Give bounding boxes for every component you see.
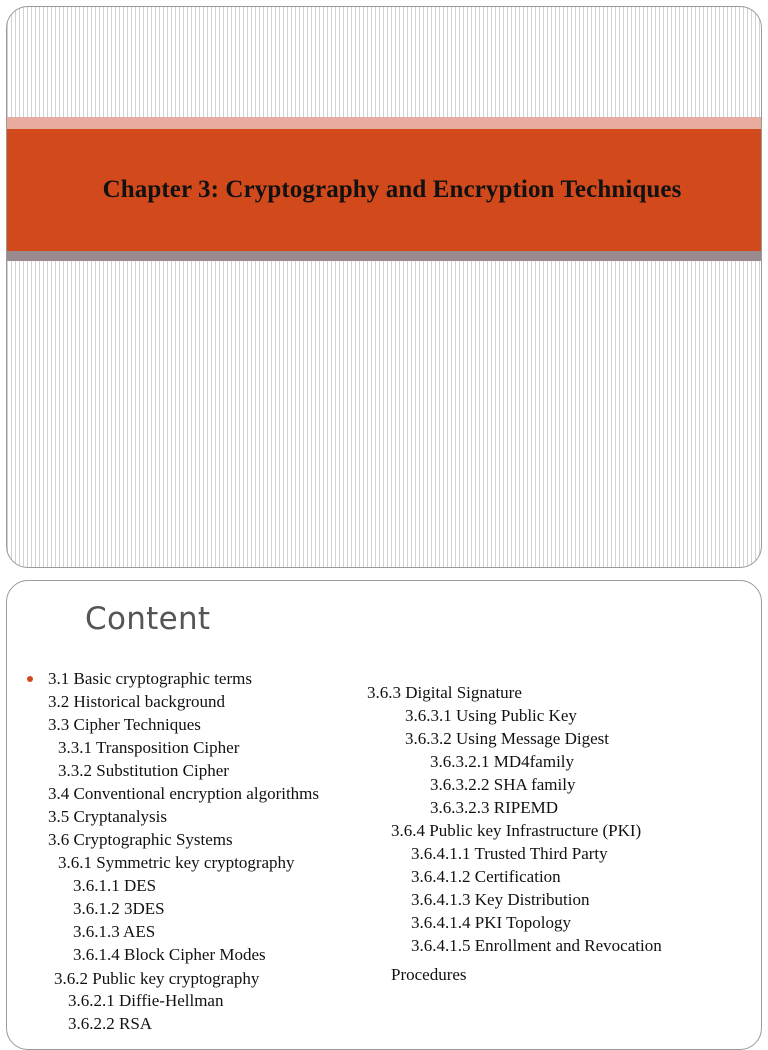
toc-item-3-5: 3.5 Cryptanalysis xyxy=(48,807,167,826)
content-heading: Content xyxy=(85,601,211,637)
title-band-bottom-accent xyxy=(7,251,761,261)
toc-item-3-6-1-2: 3.6.1.2 3DES xyxy=(73,899,165,918)
toc-item-3-6-3-2: 3.6.3.2 Using Message Digest xyxy=(405,729,609,748)
toc-item-3-2: 3.2 Historical background xyxy=(48,692,226,711)
toc-item-3-1: 3.1 Basic cryptographic terms xyxy=(48,669,252,688)
toc-item-3-6-2-1: 3.6.2.1 Diffie-Hellman xyxy=(68,991,224,1010)
toc-item-3-6-4-1-4: 3.6.4.1.4 PKI Topology xyxy=(411,913,572,932)
toc-item-3-6-4-1-1: 3.6.4.1.1 Trusted Third Party xyxy=(411,844,608,863)
toc-item-3-3-2: 3.3.2 Substitution Cipher xyxy=(58,761,229,780)
toc-item-3-6-4-1-3: 3.6.4.1.3 Key Distribution xyxy=(411,890,590,909)
toc-item-3-6-4: 3.6.4 Public key Infrastructure (PKI) xyxy=(391,821,642,840)
toc-item-3-6-1-1: 3.6.1.1 DES xyxy=(73,876,157,895)
toc-item-3-6-3-2-3: 3.6.3.2.3 RIPEMD xyxy=(430,798,558,817)
toc-item-3-6: 3.6 Cryptographic Systems xyxy=(48,830,233,849)
content-slide xyxy=(6,580,762,1050)
toc-item-3-6-4-1-5: 3.6.4.1.5 Enrollment and Revocation xyxy=(411,936,662,955)
toc-item-3-3-1: 3.3.1 Transposition Cipher xyxy=(58,738,240,757)
toc-item-3-6-1: 3.6.1 Symmetric key cryptography xyxy=(58,853,295,872)
toc-item-3-4: 3.4 Conventional encryption algorithms xyxy=(48,784,320,803)
title-band-top-accent xyxy=(7,117,761,129)
toc-item-procedures: Procedures xyxy=(391,965,467,984)
toc-item-3-6-1-3: 3.6.1.3 AES xyxy=(73,922,156,941)
chapter-title: Chapter 3: Cryptography and Encryption Techniques xyxy=(102,176,682,203)
toc-item-3-6-2: 3.6.2 Public key cryptography xyxy=(54,969,260,988)
toc-item-3-6-4-1-2: 3.6.4.1.2 Certification xyxy=(411,867,561,886)
bullet-dot-icon xyxy=(27,676,33,682)
toc-item-3-6-2-2: 3.6.2.2 RSA xyxy=(68,1014,153,1033)
toc-item-3-6-3-2-1: 3.6.3.2.1 MD4family xyxy=(430,752,575,771)
title-slide xyxy=(6,6,762,568)
toc-item-3-3: 3.3 Cipher Techniques xyxy=(48,715,201,734)
toc-item-3-6-1-4: 3.6.1.4 Block Cipher Modes xyxy=(73,945,266,964)
title-band xyxy=(7,129,761,251)
toc-item-3-6-3-1: 3.6.3.1 Using Public Key xyxy=(405,706,577,725)
toc-item-3-6-3-2-2: 3.6.3.2.2 SHA family xyxy=(430,775,576,794)
toc-item-3-6-3: 3.6.3 Digital Signature xyxy=(367,683,522,702)
